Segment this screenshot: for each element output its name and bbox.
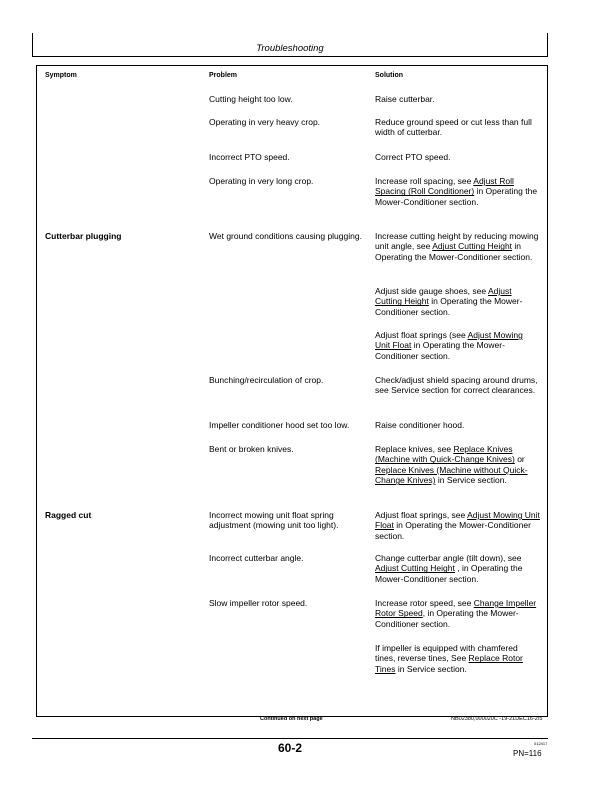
section-title: Troubleshooting: [256, 43, 324, 54]
link-replace-knives-without-quick-change[interactable]: Replace Knives (Machine without Quick-Change Knives): [375, 464, 528, 486]
header-rule: [32, 56, 548, 57]
solution-cell: [375, 643, 540, 674]
solution-cell: [375, 176, 540, 207]
problem-cell: Impeller conditioner hood set too low.: [209, 420, 350, 430]
solution-cell: [375, 330, 540, 361]
solution-cell: [375, 231, 540, 262]
solution-text: in Operating the Mower-Conditioner section.: [375, 520, 531, 541]
solution-cell: Check/adjust shield spacing around drums, see Service section for correct clearances.: [375, 375, 538, 396]
solution-text: in Operating the Mower-Conditioner section.: [375, 186, 538, 207]
link-change-impeller-rotor-speed[interactable]: Change Impeller Rotor Speed: [375, 598, 537, 619]
column-header-symptom: Symptom: [45, 72, 77, 79]
solution-text: , in Operating the Mower-Conditioner section.: [375, 563, 523, 584]
problem-cell: Operating in very long crop.: [209, 176, 314, 186]
solution-text: in Service section.: [435, 475, 507, 486]
link-adjust-cutting-height[interactable]: Adjust Cutting Height: [375, 286, 512, 307]
solution-text: Increase cutting height by reducing mowing unit angle, see: [375, 231, 539, 252]
problem-cell: Incorrect PTO speed.: [209, 152, 290, 162]
problem-cell: Wet ground conditions causing plugging.: [209, 231, 362, 241]
link-adjust-mowing-unit-float[interactable]: Adjust Mowing Unit Float: [375, 330, 523, 351]
problem-cell: Slow impeller rotor speed.: [209, 598, 308, 608]
solution-text: in Operating the Mower-Conditioner section.: [375, 340, 505, 361]
problem-cell: Bent or broken knives.: [209, 444, 294, 454]
problem-cell: Incorrect mowing unit float spring adjustment (mowing unit too light).: [209, 510, 339, 531]
date-code: 012417: [534, 741, 548, 746]
solution-cell: Raise conditioner hood.: [375, 420, 465, 430]
column-header-solution: Solution: [375, 72, 403, 79]
footer-rule: [32, 738, 548, 739]
document-code: NB02380,000020C -19-21DEC16-2/5: [451, 716, 543, 722]
link-adjust-cutting-height[interactable]: Adjust Cutting Height: [375, 563, 455, 574]
solution-cell: [375, 444, 540, 486]
pn-label: PN=116: [513, 749, 542, 758]
solution-text: Replace knives, see: [375, 444, 454, 454]
link-adjust-cutting-height[interactable]: Adjust Cutting Height: [432, 241, 513, 252]
solution-cell: [375, 286, 540, 317]
continued-note: Continued on next page: [260, 716, 323, 722]
symptom-ragged-cut: Ragged cut: [45, 510, 92, 520]
problem-cell: Cutting height too low.: [209, 94, 293, 104]
solution-cell: Raise cutterbar.: [375, 94, 435, 104]
link-replace-rotor-tines[interactable]: Replace Rotor Tines: [375, 653, 523, 674]
solution-text: Increase rotor speed, see: [375, 598, 474, 608]
solution-text: Adjust float springs (see: [375, 330, 468, 340]
solution-cell: [375, 553, 540, 584]
link-replace-knives-quick-change[interactable]: Replace Knives (Machine with Quick-Change Knives): [375, 444, 515, 465]
link-adjust-mowing-unit-float[interactable]: Adjust Mowing Unit Float: [375, 510, 540, 531]
page-number: 60-2: [277, 741, 303, 755]
solution-text: Change cutterbar angle (tilt down), see: [375, 553, 522, 563]
solution-text: or: [514, 454, 525, 465]
solution-text: in Operating the Mower-Conditioner section.: [375, 241, 533, 262]
solution-text: If impeller is equipped with chamfered tines, reverse tines, See: [375, 643, 518, 664]
symptom-cutterbar-plugging: Cutterbar plugging: [45, 231, 122, 241]
solution-text: in Operating the Mower-Conditioner section.: [375, 296, 523, 317]
solution-text: Adjust float springs, see: [375, 510, 468, 520]
solution-text: in Service section.: [395, 663, 467, 674]
solution-cell: [375, 510, 540, 541]
column-header-problem: Problem: [209, 72, 238, 79]
problem-cell: Operating in very heavy crop.: [209, 117, 321, 127]
problem-cell: Bunching/recirculation of crop.: [209, 375, 324, 385]
solution-text: Adjust side gauge shoes, see: [375, 286, 488, 296]
problem-cell: Incorrect cutterbar angle.: [209, 553, 304, 563]
solution-text: , in Operating the Mower-Conditioner section.: [375, 608, 519, 629]
solution-cell: [375, 598, 540, 629]
solution-cell: Reduce ground speed or cut less than full width of cutterbar.: [375, 117, 532, 138]
solution-text: Increase roll spacing, see: [375, 176, 474, 186]
link-adjust-roll-spacing[interactable]: Adjust Roll Spacing (Roll Conditioner): [375, 176, 514, 197]
solution-cell: Correct PTO speed.: [375, 152, 451, 162]
